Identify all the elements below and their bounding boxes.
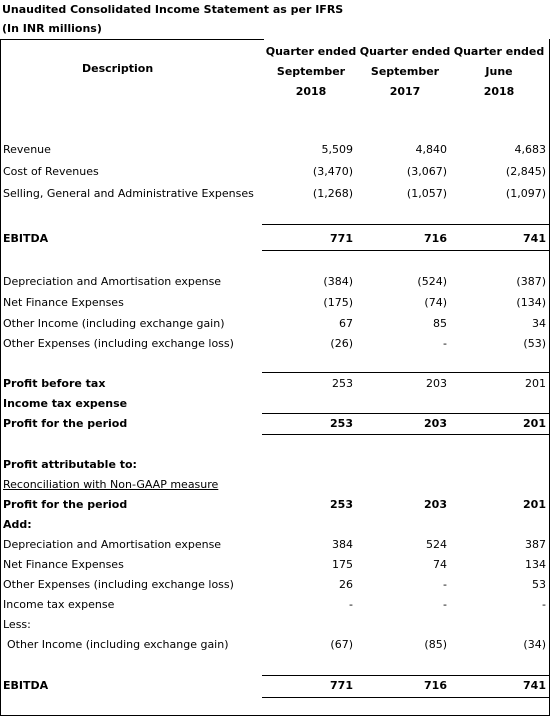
value-q-sep-2017: 85 [433, 317, 447, 330]
column-header-line: 2018 [295, 85, 327, 98]
column-header-line: Quarter ended [265, 45, 357, 58]
currency-unit-note: (In INR millions) [2, 22, 102, 35]
value-q-jun-2018: (134) [516, 296, 546, 309]
table-row-ebitda [0, 230, 550, 248]
row-label: Other Income (including exchange gain) [7, 638, 229, 651]
value-q-sep-2018: 253 [330, 417, 353, 430]
value-q-sep-2017: - [443, 598, 447, 611]
subtotal-rule [262, 675, 549, 676]
value-q-sep-2017: 203 [424, 417, 447, 430]
table-top-border [0, 39, 264, 40]
value-q-jun-2018: (2,845) [505, 165, 546, 178]
value-q-sep-2017: 4,840 [415, 143, 447, 156]
row-label: Other Expenses (including exchange loss) [3, 337, 234, 350]
value-q-sep-2017: 716 [424, 232, 447, 245]
row-label: Depreciation and Amortisation expense [3, 275, 222, 288]
value-q-jun-2018: (53) [523, 337, 546, 350]
value-q-jun-2018: - [542, 598, 546, 611]
value-q-jun-2018: 134 [525, 558, 546, 571]
value-q-jun-2018: 201 [523, 498, 546, 511]
value-q-sep-2017: (3,067) [406, 165, 447, 178]
value-q-sep-2018: 26 [339, 578, 353, 591]
row-label: Profit for the period [3, 498, 128, 511]
value-q-sep-2018: (384) [323, 275, 353, 288]
subtotal-rule [262, 372, 549, 373]
value-q-sep-2017: 203 [426, 377, 447, 390]
value-q-sep-2017: - [443, 578, 447, 591]
value-q-jun-2018: 201 [523, 417, 546, 430]
value-q-jun-2018: 741 [523, 232, 546, 245]
value-q-sep-2018: 253 [332, 377, 353, 390]
table-row [0, 185, 550, 203]
section-heading: Reconciliation with Non-GAAP measure [3, 478, 219, 491]
value-q-sep-2018: (3,470) [312, 165, 353, 178]
column-header-line: Quarter ended [359, 45, 451, 58]
value-q-sep-2018: (175) [323, 296, 353, 309]
value-q-jun-2018: 34 [532, 317, 546, 330]
value-q-jun-2018: 387 [525, 538, 546, 551]
row-label: Other Income (including exchange gain) [3, 317, 225, 330]
table-row [0, 476, 550, 494]
column-header-line: September [276, 65, 346, 78]
row-label: Income tax expense [3, 598, 115, 611]
row-label: Other Expenses (including exchange loss) [3, 578, 234, 591]
table-row [0, 556, 550, 574]
row-label: Profit for the period [3, 417, 128, 430]
description-header: Description [82, 62, 154, 75]
table-row [0, 273, 550, 291]
table-row [0, 456, 550, 474]
table-row-ebitda-reconciled [0, 677, 550, 695]
table-row-profit-before-tax [0, 375, 550, 393]
table-row [0, 516, 550, 534]
value-q-sep-2018: 771 [330, 232, 353, 245]
table-row [0, 163, 550, 181]
total-rule [262, 250, 549, 251]
row-label: EBITDA [3, 232, 49, 245]
column-header-line: September [370, 65, 440, 78]
value-q-sep-2017: 524 [426, 538, 447, 551]
total-rule [262, 434, 549, 435]
table-row [0, 596, 550, 614]
row-label: Net Finance Expenses [3, 296, 124, 309]
value-q-sep-2018: 771 [330, 679, 353, 692]
row-label: Income tax expense [3, 397, 128, 410]
value-q-sep-2017: (74) [424, 296, 447, 309]
value-q-jun-2018: 201 [525, 377, 546, 390]
table-row [0, 294, 550, 312]
value-q-sep-2017: (1,057) [406, 187, 447, 200]
table-row [0, 576, 550, 594]
column-header-line: 2018 [483, 85, 515, 98]
value-q-jun-2018: (387) [516, 275, 546, 288]
value-q-sep-2018: 5,509 [321, 143, 353, 156]
value-q-jun-2018: 4,683 [514, 143, 546, 156]
value-q-sep-2017: 74 [433, 558, 447, 571]
row-label: Profit before tax [3, 377, 106, 390]
value-q-sep-2017: 716 [424, 679, 447, 692]
row-label: Less: [3, 618, 31, 631]
table-row [0, 536, 550, 554]
table-row [0, 616, 550, 634]
value-q-sep-2017: 203 [424, 498, 447, 511]
table-row-profit-for-period [0, 415, 550, 433]
value-q-sep-2018: (26) [330, 337, 353, 350]
row-label: Selling, General and Administrative Expenses [3, 187, 254, 200]
value-q-sep-2017: (85) [424, 638, 447, 651]
row-label: Revenue [3, 143, 51, 156]
column-header-q-sep-2018 [264, 42, 358, 102]
value-q-jun-2018: 53 [532, 578, 546, 591]
subtotal-rule [262, 413, 549, 414]
value-q-jun-2018: 741 [523, 679, 546, 692]
subtotal-rule [262, 224, 549, 225]
value-q-sep-2017: - [443, 337, 447, 350]
value-q-sep-2018: 253 [330, 498, 353, 511]
value-q-jun-2018: (34) [523, 638, 546, 651]
row-label: EBITDA [3, 679, 49, 692]
value-q-sep-2018: (1,268) [312, 187, 353, 200]
value-q-sep-2018: 67 [339, 317, 353, 330]
row-label: Depreciation and Amortisation expense [3, 538, 222, 551]
column-header-line: Quarter ended [453, 45, 545, 58]
table-row [0, 315, 550, 333]
column-header-q-sep-2017 [358, 42, 452, 102]
column-header-line: 2017 [389, 85, 421, 98]
table-row [0, 395, 550, 413]
column-header-q-jun-2018 [452, 42, 546, 102]
value-q-sep-2017: (524) [417, 275, 447, 288]
row-label: Profit attributable to: [3, 458, 137, 471]
value-q-sep-2018: 384 [332, 538, 353, 551]
value-q-jun-2018: (1,097) [505, 187, 546, 200]
statement-title: Unaudited Consolidated Income Statement as per IFRS [2, 3, 344, 16]
value-q-sep-2018: - [349, 598, 353, 611]
table-row [0, 335, 550, 353]
row-label: Cost of Revenues [3, 165, 99, 178]
column-header-line: June [485, 65, 513, 78]
value-q-sep-2018: (67) [330, 638, 353, 651]
value-q-sep-2018: 175 [332, 558, 353, 571]
table-row [0, 141, 550, 159]
row-label: Add: [3, 518, 32, 531]
table-row [0, 496, 550, 514]
row-label: Net Finance Expenses [3, 558, 124, 571]
total-rule [262, 697, 549, 698]
table-row [0, 636, 550, 654]
